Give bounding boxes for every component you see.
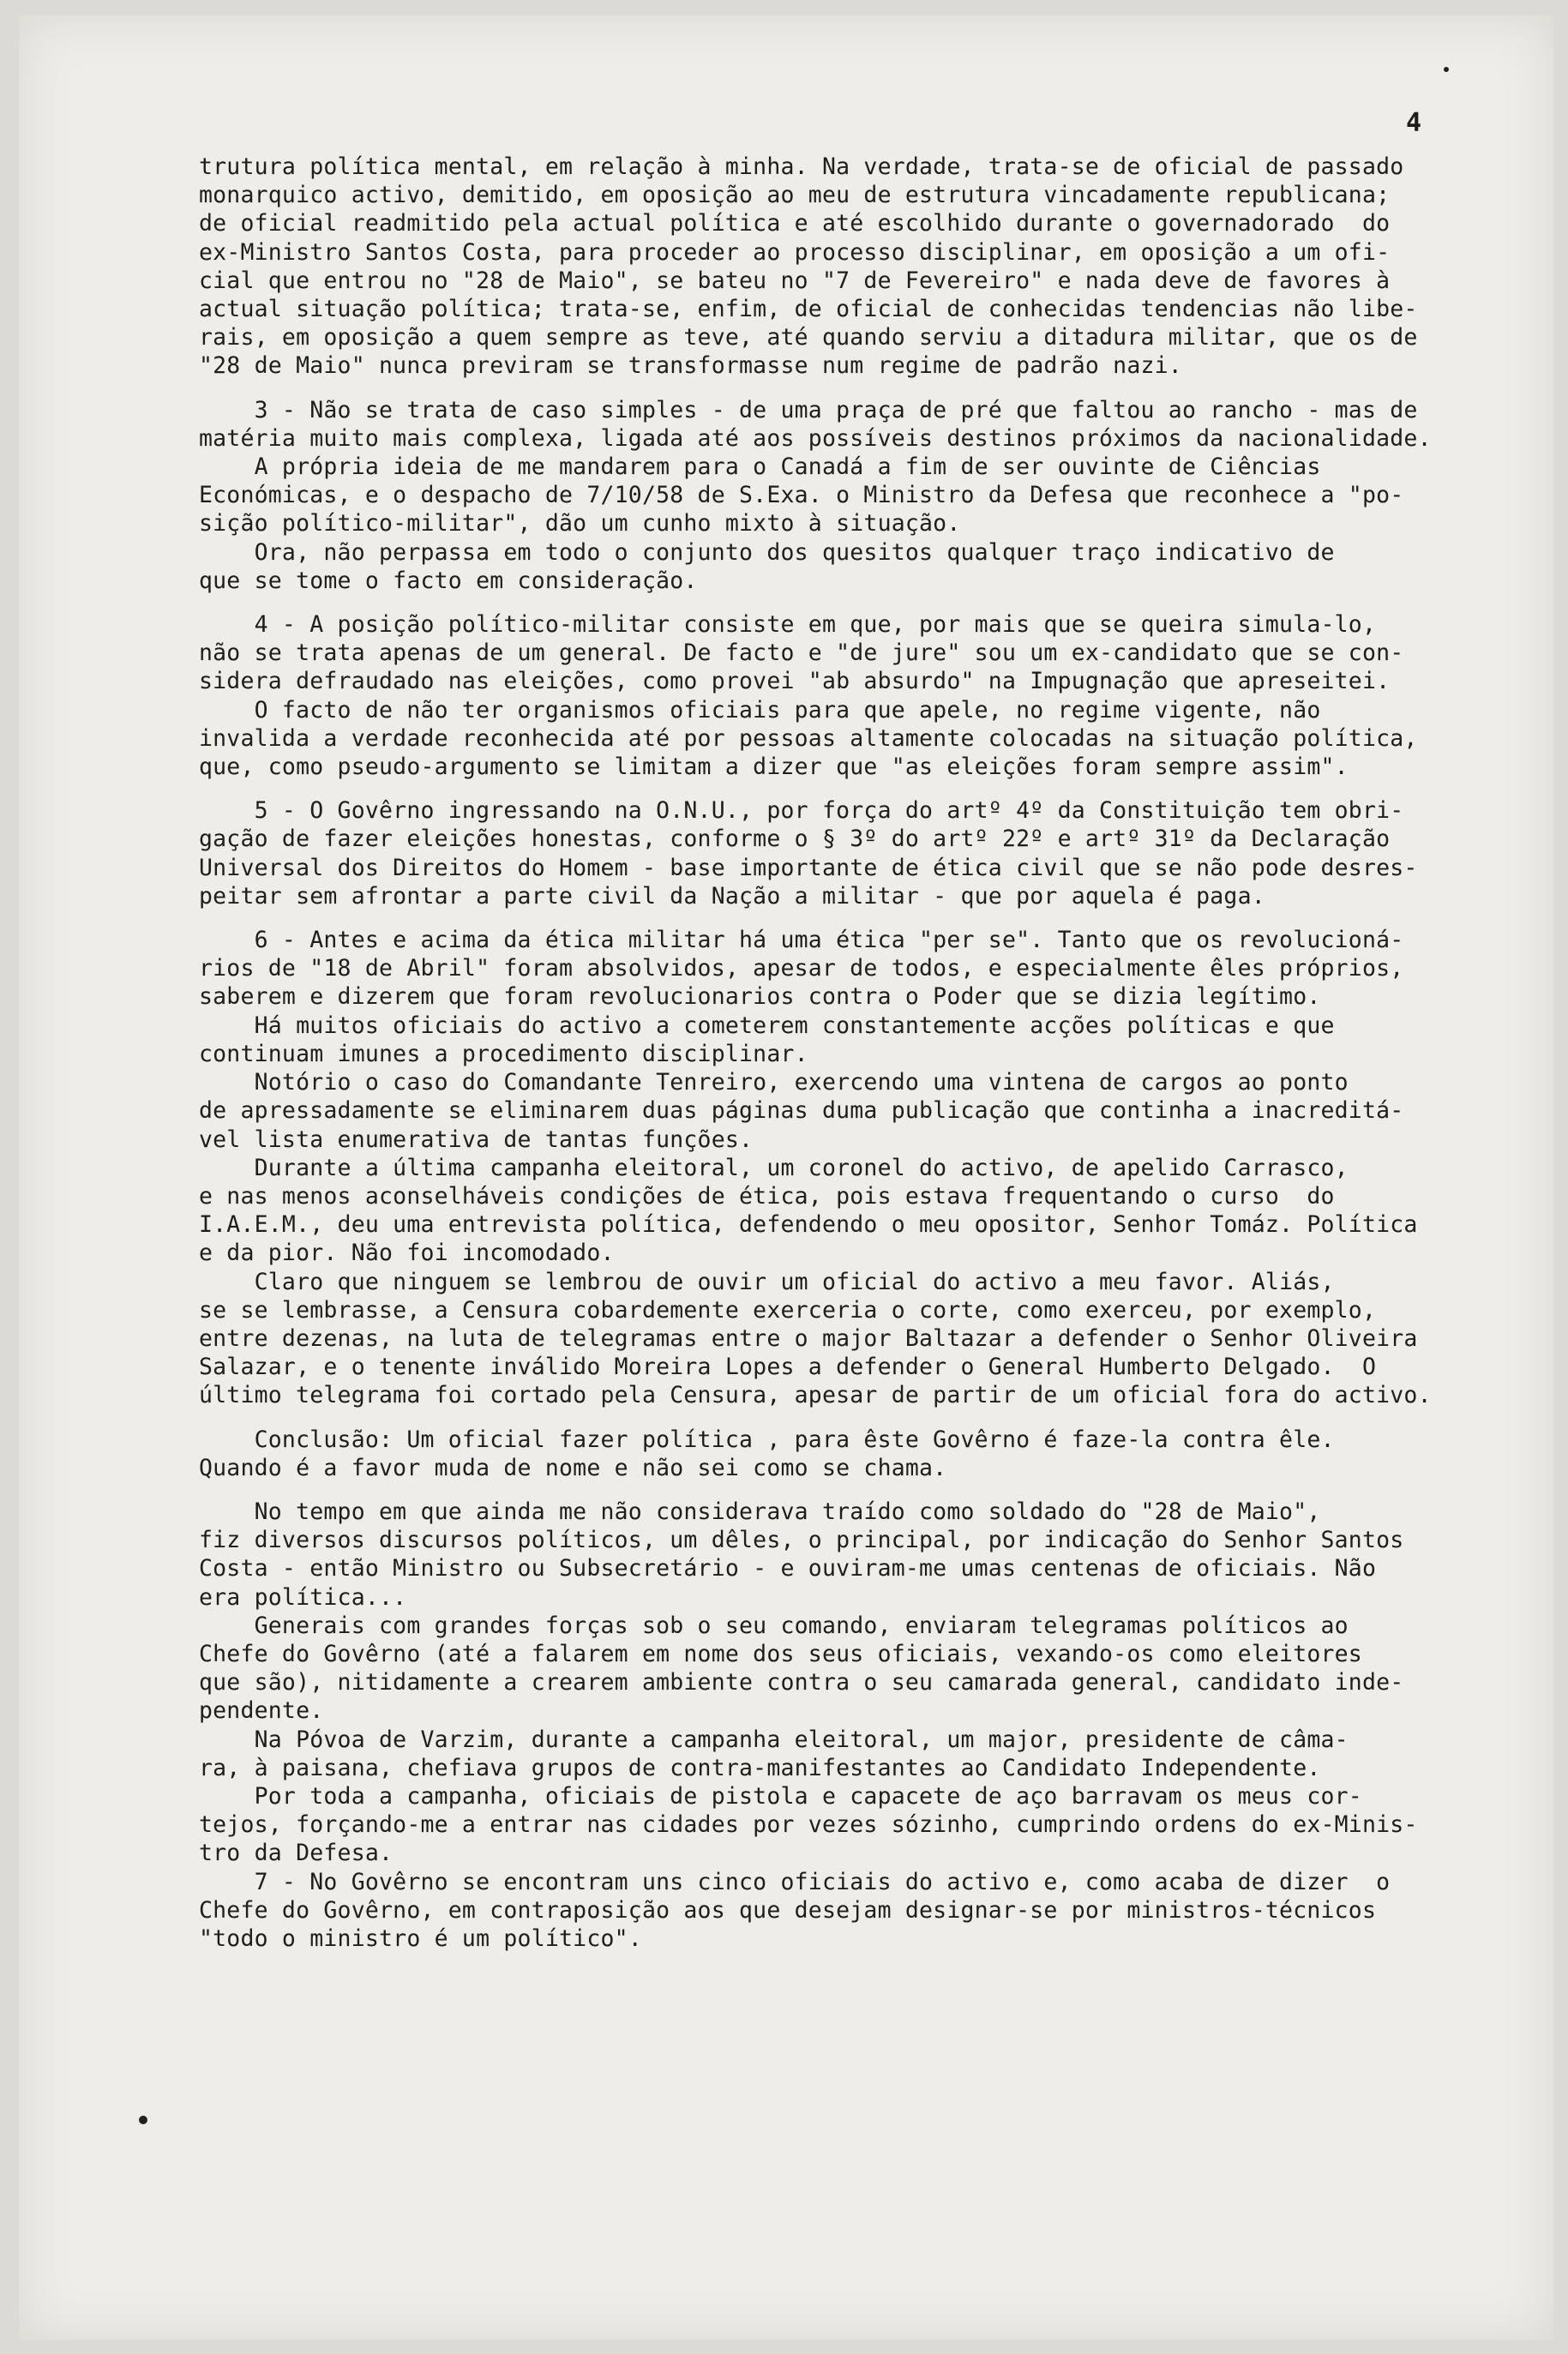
text-line: 3 - Não se trata de caso simples - de uma praça de pré que faltou ao rancho - mas de bbox=[199, 396, 1418, 423]
ink-dot bbox=[139, 2116, 147, 2124]
text-line: matéria muito mais complexa, ligada até aos possíveis destinos próximos da nacionalidade. bbox=[199, 424, 1432, 452]
text-line: Notório o caso do Comandante Tenreiro, exercendo uma vintena de cargos ao ponto bbox=[199, 1069, 1349, 1096]
document-page bbox=[19, 15, 1553, 2340]
text-line: Claro que ninguem se lembrou de ouvir um oficial do activo a meu favor. Aliás, bbox=[199, 1268, 1335, 1295]
text-line: de oficial readmitido pela actual política e até escolhido durante o governadorado do bbox=[199, 210, 1391, 237]
text-line: 7 - No Govêrno se encontram uns cinco oficiais do activo e, como acaba de dizer o bbox=[199, 1868, 1391, 1895]
paragraph-final bbox=[199, 1498, 1481, 1953]
text-line: peitar sem afrontar a parte civil da Nação a militar - que por aquela é paga. bbox=[199, 882, 1265, 910]
text-line: e nas menos aconselháveis condições de ética, pois estava frequentando o curso do bbox=[199, 1182, 1335, 1210]
text-line: Chefe do Govêrno (até a falarem em nome dos seus oficiais, vexando-os como eleitores bbox=[199, 1640, 1362, 1667]
text-line: ra, à paisana, chefiava grupos de contra-manifestantes ao Candidato Independente. bbox=[199, 1754, 1321, 1781]
text-line: Há muitos oficiais do activo a cometerem constantemente acções políticas e que bbox=[199, 1012, 1335, 1039]
text-line: trutura política mental, em relação à minha. Na verdade, trata-se de oficial de passado bbox=[199, 153, 1404, 180]
text-line: 4 - A posição político-militar consiste em que, por mais que se queira simula-lo, bbox=[199, 611, 1377, 639]
text-line: No tempo em que ainda me não considerava traído como soldado do "28 de Maio", bbox=[199, 1498, 1321, 1525]
body-text bbox=[199, 153, 1481, 1968]
text-line: entre dezenas, na luta de telegramas entre o major Baltazar a defender o Senhor Oliveira bbox=[199, 1324, 1418, 1352]
text-line: que se tome o facto em consideração. bbox=[199, 567, 698, 594]
paragraph-4 bbox=[199, 610, 1481, 781]
text-line: não se trata apenas de um general. De facto e "de jure" sou um ex-candidato que se con- bbox=[199, 640, 1404, 667]
paragraph-6 bbox=[199, 926, 1481, 1409]
text-line: Por toda a campanha, oficiais de pistola e capacete de aço barravam os meus cor- bbox=[199, 1782, 1362, 1810]
paragraph-conclusion bbox=[199, 1426, 1481, 1482]
text-line: fiz diversos discursos políticos, um dêles, o principal, por indicação do Senhor Santos bbox=[199, 1527, 1404, 1554]
text-line: gação de fazer eleições honestas, conforme o § 3º do artº 22º e artº 31º da Declaração bbox=[199, 826, 1391, 853]
text-line: Salazar, e o tenente inválido Moreira Lopes a defender o General Humberto Delgado. O bbox=[199, 1354, 1377, 1381]
text-line: era política... bbox=[199, 1583, 407, 1611]
text-line: tejos, forçando-me a entrar nas cidades por vezes sózinho, cumprindo ordens do ex-Minis- bbox=[199, 1811, 1418, 1839]
text-line: pendente. bbox=[199, 1697, 324, 1725]
text-line: que são), nitidamente a crearem ambiente contra o seu camarada general, candidato inde- bbox=[199, 1669, 1404, 1696]
text-line: 5 - O Govêrno ingressando na O.N.U., por força do artº 4º da Constituição tem obri- bbox=[199, 797, 1404, 825]
text-line: O facto de não ter organismos oficiais para que apele, no regime vigente, não bbox=[199, 696, 1321, 724]
text-line: invalida a verdade reconhecida até por pessoas altamente colocadas na situação política, bbox=[199, 724, 1418, 752]
text-line: vel lista enumerativa de tantas funções. bbox=[199, 1126, 754, 1153]
text-line: cial que entrou no "28 de Maio", se bateu no "7 de Fevereiro" e nada deve de favores à bbox=[199, 267, 1391, 294]
text-line: continuam imunes a procedimento disciplinar. bbox=[199, 1040, 808, 1067]
text-line: último telegrama foi cortado pela Censura, apesar de partir de um oficial fora do activo. bbox=[199, 1382, 1432, 1409]
text-line: tro da Defesa. bbox=[199, 1840, 394, 1867]
text-line: sição político-militar", dão um cunho mixto à situação. bbox=[199, 510, 961, 537]
text-line: actual situação política; trata-se, enfim, de oficial de conhecidas tendencias não libe- bbox=[199, 296, 1418, 323]
text-line: de apressadamente se eliminarem duas páginas duma publicação que continha a inacreditá- bbox=[199, 1097, 1404, 1125]
page-number: 4 bbox=[1406, 108, 1422, 138]
text-line: e da pior. Não foi incomodado. bbox=[199, 1240, 615, 1267]
text-line: A própria ideia de me mandarem para o Canadá a fim de ser ouvinte de Ciências bbox=[199, 453, 1321, 481]
text-line: se se lembrasse, a Censura cobardemente exerceria o corte, como exerceu, por exemplo, bbox=[199, 1296, 1377, 1324]
text-line: sidera defraudado nas eleições, como provei "ab absurdo" na Impugnação que apreseitei. bbox=[199, 668, 1391, 695]
text-line: Ora, não perpassa em todo o conjunto dos quesitos qualquer traço indicativo de bbox=[199, 538, 1335, 566]
paragraph-3 bbox=[199, 396, 1481, 595]
text-line: Universal dos Direitos do Homem - base importante de ética civil que se não pode desres- bbox=[199, 854, 1418, 881]
text-line: rais, em oposição a quem sempre as teve, até quando serviu a ditadura militar, que os de bbox=[199, 324, 1418, 351]
text-line: Conclusão: Um oficial fazer política , para êste Govêrno é faze-la contra êle. bbox=[199, 1426, 1335, 1453]
text-line: rios de "18 de Abril" foram absolvidos, apesar de todos, e especialmente êles próprios, bbox=[199, 955, 1404, 982]
text-line: que, como pseudo-argumento se limitam a dizer que "as eleições foram sempre assim". bbox=[199, 754, 1349, 781]
text-line: saberem e dizerem que foram revolucionarios contra o Poder que se dizia legítimo. bbox=[199, 983, 1321, 1011]
paragraph-5 bbox=[199, 796, 1481, 910]
text-line: ex-Ministro Santos Costa, para proceder ao processo disciplinar, em oposição a um ofi- bbox=[199, 238, 1391, 266]
text-line: Chefe do Govêrno, em contraposição aos que desejam designar-se por ministros-técnicos bbox=[199, 1896, 1377, 1924]
text-line: 6 - Antes e acima da ética militar há uma ética "per se". Tanto que os revolucioná- bbox=[199, 927, 1404, 954]
text-line: Costa - então Ministro ou Subsecretário - e ouviram-me umas centenas de oficiais. Não bbox=[199, 1555, 1377, 1582]
text-line: Durante a última campanha eleitoral, um coronel do activo, de apelido Carrasco, bbox=[199, 1154, 1349, 1181]
text-line: "todo o ministro é um político". bbox=[199, 1925, 642, 1952]
text-line: Quando é a favor muda de nome e não sei como se chama. bbox=[199, 1454, 947, 1481]
ink-dot bbox=[1444, 67, 1449, 72]
text-line: monarquico activo, demitido, em oposição ao meu de estrutura vincadamente republicana; bbox=[199, 182, 1391, 209]
text-line: Generais com grandes forças sob o seu comando, enviaram telegramas políticos ao bbox=[199, 1612, 1349, 1639]
text-line: Na Póvoa de Varzim, durante a campanha eleitoral, um major, presidente de câma- bbox=[199, 1726, 1349, 1753]
text-line: Económicas, e o despacho de 7/10/58 de S.Exa. o Ministro da Defesa que reconhece a "po- bbox=[199, 482, 1404, 509]
text-line: "28 de Maio" nunca previram se transformasse num regime de padrão nazi. bbox=[199, 352, 1182, 380]
paragraph-continuation bbox=[199, 153, 1481, 381]
text-line: I.A.E.M., deu uma entrevista política, defendendo o meu opositor, Senhor Tomáz. Política bbox=[199, 1211, 1418, 1239]
